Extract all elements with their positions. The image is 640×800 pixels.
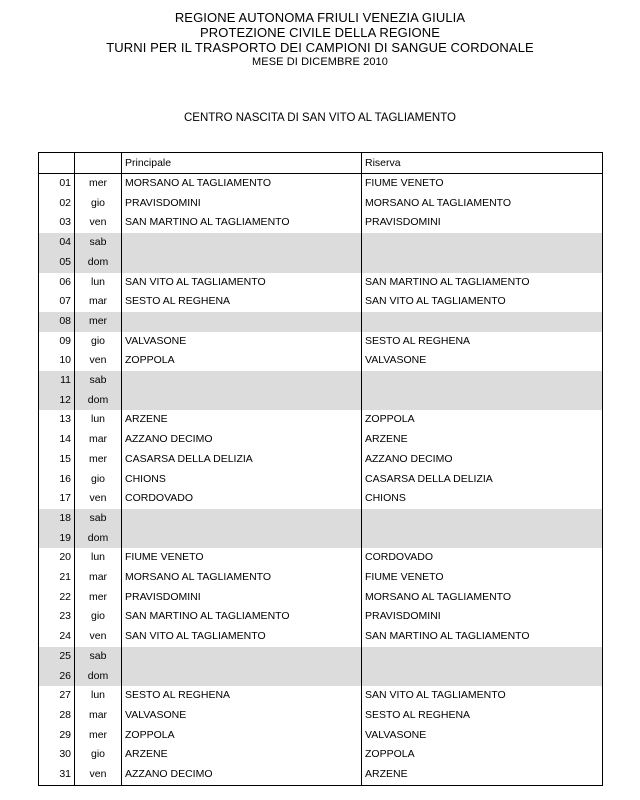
table-row [39, 765, 603, 785]
principale-cell: AZZANO DECIMO [122, 765, 362, 785]
weekday-cell: sab [75, 233, 122, 253]
riserva-cell: ZOPPOLA [362, 410, 603, 430]
principale-cell: PRAVISDOMINI [122, 194, 362, 214]
riserva-cell [362, 371, 603, 391]
riserva-cell: SAN VITO AL TAGLIAMENTO [362, 292, 603, 312]
table-row [39, 706, 603, 726]
table-row [39, 391, 603, 411]
table-row [39, 667, 603, 687]
principale-cell: MORSANO AL TAGLIAMENTO [122, 568, 362, 588]
day-number-cell: 29 [39, 726, 75, 746]
riserva-cell: VALVASONE [362, 726, 603, 746]
day-number-cell: 13 [39, 410, 75, 430]
principale-cell [122, 529, 362, 549]
weekday-cell: gio [75, 745, 122, 765]
column-header-riserva: Riserva [362, 153, 603, 174]
table-row [39, 588, 603, 608]
day-number-cell: 10 [39, 351, 75, 371]
table-row [39, 312, 603, 332]
riserva-cell: ARZENE [362, 430, 603, 450]
riserva-cell: FIUME VENETO [362, 174, 603, 194]
day-number-cell: 31 [39, 765, 75, 785]
day-number-cell: 11 [39, 371, 75, 391]
principale-cell: VALVASONE [122, 706, 362, 726]
day-number-cell: 20 [39, 548, 75, 568]
table-row [39, 292, 603, 312]
header-month: MESE DI DICEMBRE 2010 [252, 56, 388, 68]
riserva-cell [362, 233, 603, 253]
day-number-cell: 07 [39, 292, 75, 312]
weekday-cell: gio [75, 332, 122, 352]
column-header-day-number [39, 153, 75, 174]
principale-cell: CORDOVADO [122, 489, 362, 509]
weekday-cell: sab [75, 509, 122, 529]
table-row [39, 273, 603, 293]
table-row [39, 470, 603, 490]
weekday-cell: dom [75, 667, 122, 687]
weekday-cell: mar [75, 430, 122, 450]
principale-cell [122, 647, 362, 667]
principale-cell [122, 667, 362, 687]
table-row [39, 410, 603, 430]
weekday-cell: mar [75, 292, 122, 312]
weekday-cell: dom [75, 253, 122, 273]
principale-cell: CHIONS [122, 470, 362, 490]
weekday-cell: ven [75, 765, 122, 785]
principale-cell: AZZANO DECIMO [122, 430, 362, 450]
weekday-cell: mer [75, 450, 122, 470]
principale-cell: MORSANO AL TAGLIAMENTO [122, 174, 362, 194]
riserva-cell: FIUME VENETO [362, 568, 603, 588]
weekday-cell: ven [75, 627, 122, 647]
table-row [39, 194, 603, 214]
principale-cell [122, 371, 362, 391]
riserva-cell: CHIONS [362, 489, 603, 509]
principale-cell [122, 233, 362, 253]
riserva-cell: ZOPPOLA [362, 745, 603, 765]
weekday-cell: gio [75, 194, 122, 214]
riserva-cell [362, 647, 603, 667]
day-number-cell: 28 [39, 706, 75, 726]
table-row [39, 371, 603, 391]
principale-cell: FIUME VENETO [122, 548, 362, 568]
weekday-cell: gio [75, 607, 122, 627]
riserva-cell: SAN MARTINO AL TAGLIAMENTO [362, 273, 603, 293]
riserva-cell [362, 509, 603, 529]
riserva-cell [362, 529, 603, 549]
riserva-cell: SAN MARTINO AL TAGLIAMENTO [362, 627, 603, 647]
weekday-cell: ven [75, 213, 122, 233]
table-row [39, 489, 603, 509]
column-header-weekday [75, 153, 122, 174]
principale-cell [122, 312, 362, 332]
table-row [39, 233, 603, 253]
table-row [39, 745, 603, 765]
riserva-cell: MORSANO AL TAGLIAMENTO [362, 194, 603, 214]
weekday-cell: mer [75, 588, 122, 608]
day-number-cell: 14 [39, 430, 75, 450]
weekday-cell: sab [75, 647, 122, 667]
principale-cell: CASARSA DELLA DELIZIA [122, 450, 362, 470]
riserva-cell: CORDOVADO [362, 548, 603, 568]
document-header [0, 10, 640, 69]
day-number-cell: 22 [39, 588, 75, 608]
shift-table-body [39, 174, 603, 786]
principale-cell [122, 391, 362, 411]
day-number-cell: 17 [39, 489, 75, 509]
riserva-cell: MORSANO AL TAGLIAMENTO [362, 588, 603, 608]
weekday-cell: lun [75, 548, 122, 568]
table-row [39, 548, 603, 568]
weekday-cell: mar [75, 568, 122, 588]
weekday-cell: lun [75, 410, 122, 430]
riserva-cell: SESTO AL REGHENA [362, 706, 603, 726]
riserva-cell [362, 312, 603, 332]
day-number-cell: 12 [39, 391, 75, 411]
principale-cell: SAN MARTINO AL TAGLIAMENTO [122, 607, 362, 627]
day-number-cell: 16 [39, 470, 75, 490]
day-number-cell: 06 [39, 273, 75, 293]
principale-cell: SAN VITO AL TAGLIAMENTO [122, 627, 362, 647]
table-row [39, 450, 603, 470]
table-row [39, 686, 603, 706]
day-number-cell: 18 [39, 509, 75, 529]
weekday-cell: lun [75, 273, 122, 293]
table-row [39, 647, 603, 667]
riserva-cell: AZZANO DECIMO [362, 450, 603, 470]
day-number-cell: 01 [39, 174, 75, 194]
day-number-cell: 19 [39, 529, 75, 549]
day-number-cell: 05 [39, 253, 75, 273]
table-row [39, 213, 603, 233]
weekday-cell: mar [75, 706, 122, 726]
day-number-cell: 08 [39, 312, 75, 332]
riserva-cell [362, 667, 603, 687]
weekday-cell: dom [75, 529, 122, 549]
table-row [39, 627, 603, 647]
header-department: PROTEZIONE CIVILE DELLA REGIONE [199, 25, 441, 40]
riserva-cell: PRAVISDOMINI [362, 607, 603, 627]
day-number-cell: 30 [39, 745, 75, 765]
table-row [39, 509, 603, 529]
principale-cell: ARZENE [122, 410, 362, 430]
day-number-cell: 23 [39, 607, 75, 627]
table-row [39, 568, 603, 588]
principale-cell: ZOPPOLA [122, 726, 362, 746]
table-row [39, 351, 603, 371]
weekday-cell: dom [75, 391, 122, 411]
weekday-cell: mer [75, 726, 122, 746]
day-number-cell: 24 [39, 627, 75, 647]
table-row [39, 174, 603, 194]
riserva-cell: SESTO AL REGHENA [362, 332, 603, 352]
principale-cell: VALVASONE [122, 332, 362, 352]
header-title: TURNI PER IL TRASPORTO DEI CAMPIONI DI SANGUE CORDONALE [106, 40, 534, 55]
riserva-cell [362, 391, 603, 411]
riserva-cell: ARZENE [362, 765, 603, 785]
day-number-cell: 02 [39, 194, 75, 214]
principale-cell: PRAVISDOMINI [122, 588, 362, 608]
riserva-cell: PRAVISDOMINI [362, 213, 603, 233]
weekday-cell: lun [75, 686, 122, 706]
day-number-cell: 27 [39, 686, 75, 706]
day-number-cell: 09 [39, 332, 75, 352]
table-header-row [39, 153, 603, 174]
principale-cell [122, 509, 362, 529]
principale-cell: SAN VITO AL TAGLIAMENTO [122, 273, 362, 293]
table-row [39, 430, 603, 450]
principale-cell: ARZENE [122, 745, 362, 765]
day-number-cell: 15 [39, 450, 75, 470]
weekday-cell: ven [75, 489, 122, 509]
table-row [39, 607, 603, 627]
principale-cell: SESTO AL REGHENA [122, 292, 362, 312]
table-row [39, 332, 603, 352]
riserva-cell: CASARSA DELLA DELIZIA [362, 470, 603, 490]
weekday-cell: mer [75, 312, 122, 332]
table-row [39, 253, 603, 273]
day-number-cell: 25 [39, 647, 75, 667]
day-number-cell: 03 [39, 213, 75, 233]
weekday-cell: sab [75, 371, 122, 391]
riserva-cell: VALVASONE [362, 351, 603, 371]
principale-cell: SESTO AL REGHENA [122, 686, 362, 706]
table-row [39, 529, 603, 549]
header-region: REGIONE AUTONOMA FRIULI VENEZIA GIULIA [174, 10, 466, 25]
table-row [39, 726, 603, 746]
day-number-cell: 26 [39, 667, 75, 687]
day-number-cell: 21 [39, 568, 75, 588]
shift-table [38, 152, 603, 786]
day-number-cell: 04 [39, 233, 75, 253]
principale-cell: SAN MARTINO AL TAGLIAMENTO [122, 213, 362, 233]
riserva-cell [362, 253, 603, 273]
weekday-cell: mer [75, 174, 122, 194]
weekday-cell: ven [75, 351, 122, 371]
principale-cell: ZOPPOLA [122, 351, 362, 371]
birth-center-title: CENTRO NASCITA DI SAN VITO AL TAGLIAMENTO [183, 112, 456, 124]
column-header-principale: Principale [122, 153, 362, 174]
weekday-cell: gio [75, 470, 122, 490]
principale-cell [122, 253, 362, 273]
riserva-cell: SAN VITO AL TAGLIAMENTO [362, 686, 603, 706]
